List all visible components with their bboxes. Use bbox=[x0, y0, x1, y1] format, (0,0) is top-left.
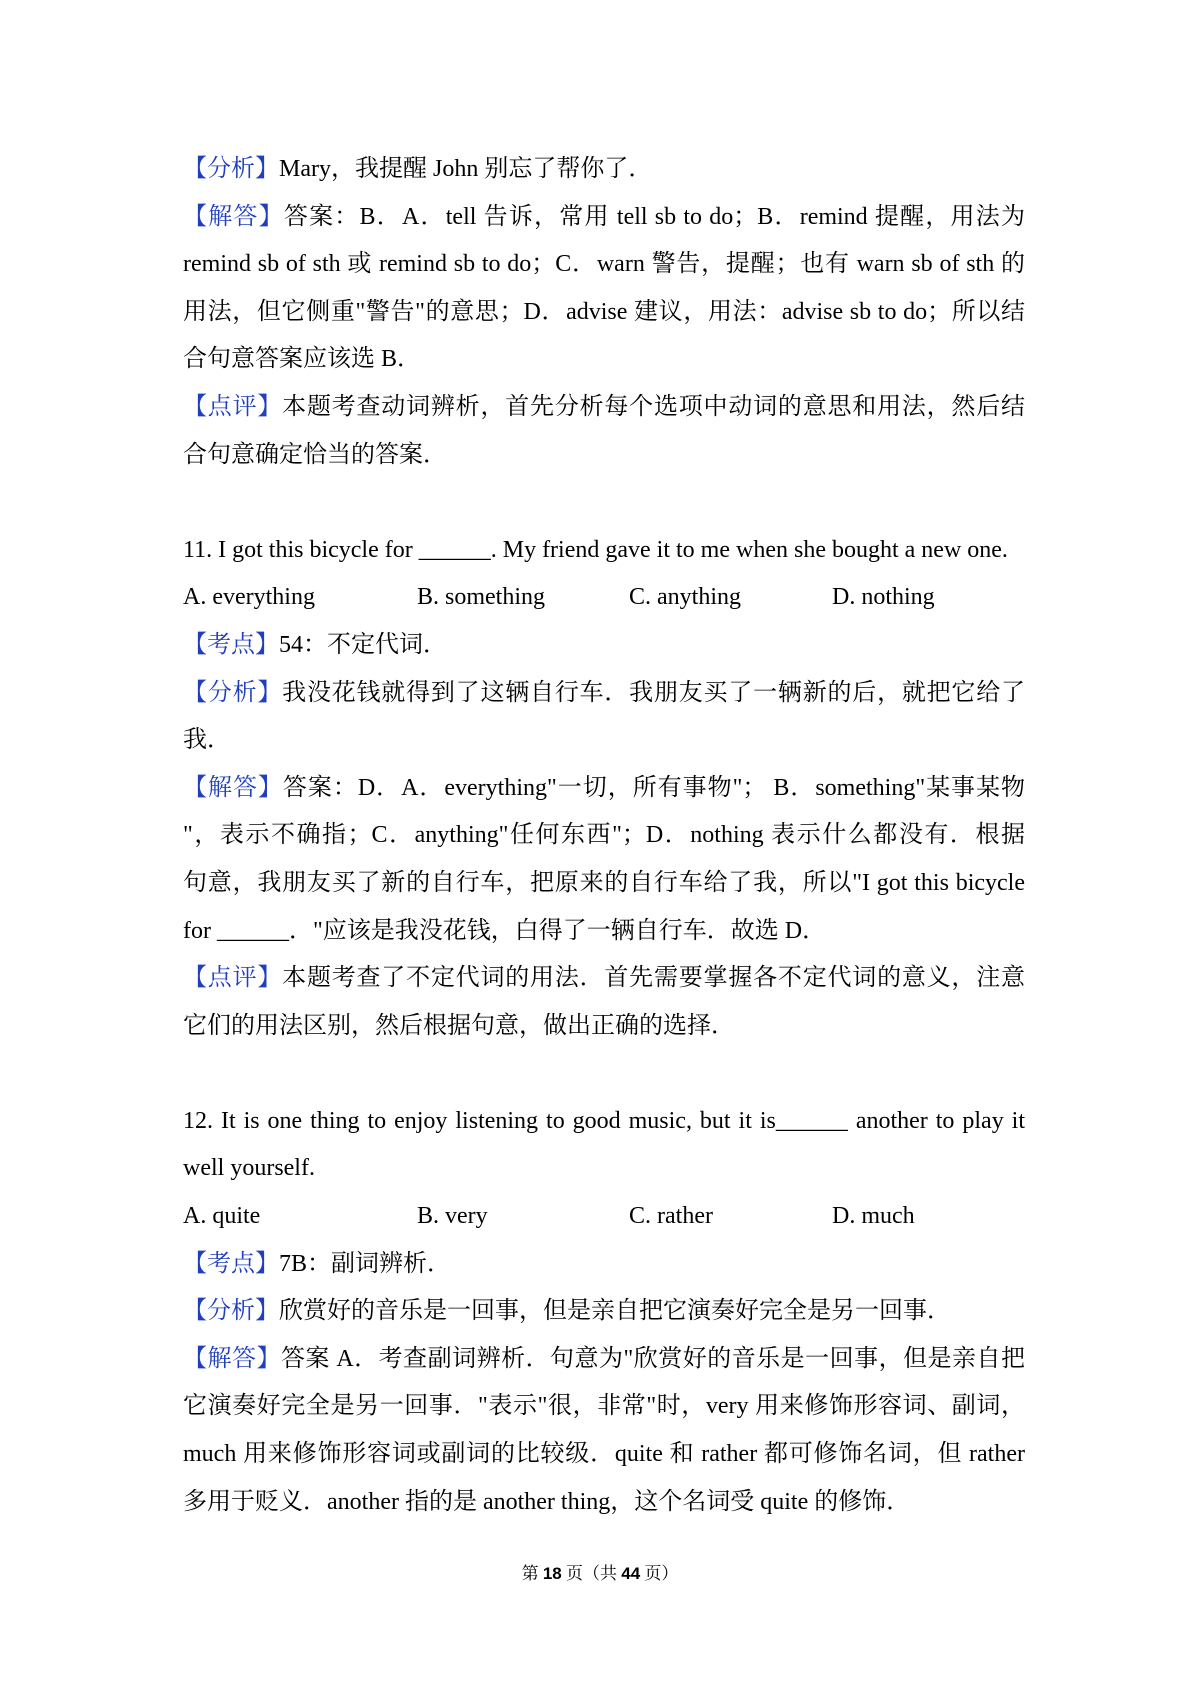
analysis-text: 我没花钱就得到了这辆自行车．我朋友买了一辆新的后，就把它给了 bbox=[282, 679, 1026, 706]
answer-line bbox=[183, 860, 1025, 908]
footer-suffix: 页） bbox=[644, 1564, 679, 1583]
option-a: A. quite bbox=[183, 1203, 261, 1230]
point-line bbox=[183, 622, 1025, 670]
comment-line bbox=[183, 432, 1025, 480]
answer-line bbox=[183, 765, 1025, 813]
page-footer bbox=[0, 1562, 1200, 1586]
option-c: C. anything bbox=[629, 584, 741, 611]
point-text: 54：不定代词． bbox=[279, 631, 447, 658]
comment-line bbox=[183, 384, 1025, 432]
options-row bbox=[183, 574, 1025, 622]
footer-middle: 页（共 bbox=[566, 1564, 617, 1583]
option-d: D. much bbox=[832, 1203, 915, 1230]
answer-label: 【解答】 bbox=[183, 774, 283, 801]
answer-text: for ______．"应该是我没花钱，白得了一辆自行车．故选 D． bbox=[183, 917, 827, 944]
question-stem bbox=[183, 1145, 1025, 1193]
options-row bbox=[183, 1193, 1025, 1241]
answer-text: 合句意答案应该选 B． bbox=[183, 346, 422, 373]
analysis-line bbox=[183, 717, 1025, 765]
paragraph-spacer bbox=[183, 1050, 1025, 1098]
comment-line bbox=[183, 1003, 1025, 1051]
analysis-text: Mary，我提醒 John 别忘了帮你了． bbox=[279, 156, 653, 182]
analysis-label: 【分析】 bbox=[183, 679, 283, 706]
answer-text: 句意，我朋友买了新的自行车，把原来的自行车给了我，所以"I got this bicycle bbox=[183, 869, 1025, 896]
answer-line bbox=[183, 908, 1025, 956]
answer-line bbox=[183, 241, 1025, 289]
comment-text: 它们的用法区别，然后根据句意，做出正确的选择． bbox=[183, 1012, 735, 1039]
answer-text: 多用于贬义．another 指的是 another thing，这个名词受 quite 的修饰． bbox=[183, 1488, 911, 1515]
answer-text: "，表示不确指；C．anything"任何东西"；D．nothing 表示什么都没有．根据 bbox=[183, 822, 1025, 849]
answer-text: remind sb of sth 或 remind sb to do；C．warn 警告，提醒；也有 warn sb of sth 的 bbox=[183, 251, 1025, 278]
current-page-number: 18 bbox=[542, 1564, 562, 1583]
answer-text: 它演奏好完全是另一回事．"表示"很，非常"时，very 用来修饰形容词、副词， bbox=[183, 1393, 1025, 1420]
answer-label: 【解答】 bbox=[183, 203, 284, 230]
question-12 bbox=[183, 1098, 1025, 1526]
question-stem-text: 11. I got this bicycle for ______. My friend gave it to me when she bought a new one. bbox=[183, 536, 1008, 563]
analysis-label: 【分析】 bbox=[183, 1298, 279, 1325]
answer-line bbox=[183, 194, 1025, 242]
paragraph-spacer bbox=[183, 479, 1025, 527]
comment-text: 合句意确定恰当的答案． bbox=[183, 441, 447, 468]
question-11 bbox=[183, 527, 1025, 1051]
analysis-line bbox=[183, 146, 1025, 194]
answer-text: 答案：B．A．tell 告诉，常用 tell sb to do；B．remind 提醒，用法为 bbox=[283, 203, 1025, 230]
question-stem-text: 12. It is one thing to enjoy listening to good music, but it is______ another to play it bbox=[183, 1107, 1025, 1134]
point-line bbox=[183, 1241, 1025, 1289]
answer-text: much 用来修饰形容词或副词的比较级．quite 和 rather 都可修饰名词，但 rather bbox=[183, 1441, 1025, 1468]
comment-line bbox=[183, 955, 1025, 1003]
point-text: 7B：副词辨析． bbox=[279, 1250, 452, 1277]
analysis-line bbox=[183, 670, 1025, 718]
answer-label: 【解答】 bbox=[183, 1345, 281, 1372]
answer-line bbox=[183, 1336, 1025, 1384]
comment-label: 【点评】 bbox=[183, 965, 283, 992]
answer-line bbox=[183, 812, 1025, 860]
footer-prefix: 第 bbox=[521, 1564, 539, 1583]
answer-line bbox=[183, 1383, 1025, 1431]
option-d: D. nothing bbox=[832, 584, 935, 611]
comment-text: 本题考查了不定代词的用法．首先需要掌握各不定代词的意义，注意 bbox=[282, 965, 1026, 992]
option-b: B. something bbox=[417, 584, 546, 611]
option-b: B. very bbox=[417, 1203, 488, 1230]
point-label: 【考点】 bbox=[183, 631, 279, 658]
option-a: A. everything bbox=[183, 584, 315, 611]
option-c: C. rather bbox=[629, 1203, 713, 1230]
question-stem-text: well yourself. bbox=[183, 1155, 315, 1182]
analysis-line bbox=[183, 1288, 1025, 1336]
comment-text: 本题考查动词辨析，首先分析每个选项中动词的意思和用法，然后结 bbox=[282, 393, 1026, 420]
analysis-text: 欣赏好的音乐是一回事，但是亲自把它演奏好完全是另一回事． bbox=[279, 1298, 951, 1325]
question-stem bbox=[183, 1098, 1025, 1146]
comment-label: 【点评】 bbox=[183, 393, 283, 420]
answer-text: 答案 A．考查副词辨析．句意为"欣赏好的音乐是一回事，但是亲自把 bbox=[280, 1345, 1025, 1372]
answer-text: 答案：D．A．everything"一切，所有事物"； B．something"某事某物 bbox=[282, 774, 1026, 801]
prev-question-explanation bbox=[183, 146, 1025, 479]
analysis-label: 【分析】 bbox=[183, 156, 279, 182]
point-label: 【考点】 bbox=[183, 1250, 279, 1277]
total-page-count: 44 bbox=[621, 1564, 641, 1583]
answer-text: 用法，但它侧重"警告"的意思；D．advise 建议，用法：advise sb to do；所以结 bbox=[183, 298, 1025, 325]
answer-line bbox=[183, 336, 1025, 384]
analysis-text: 我． bbox=[183, 727, 231, 754]
answer-line bbox=[183, 1431, 1025, 1479]
answer-line bbox=[183, 1479, 1025, 1527]
page-content bbox=[183, 146, 1025, 1526]
answer-line bbox=[183, 289, 1025, 337]
question-stem bbox=[183, 527, 1025, 575]
